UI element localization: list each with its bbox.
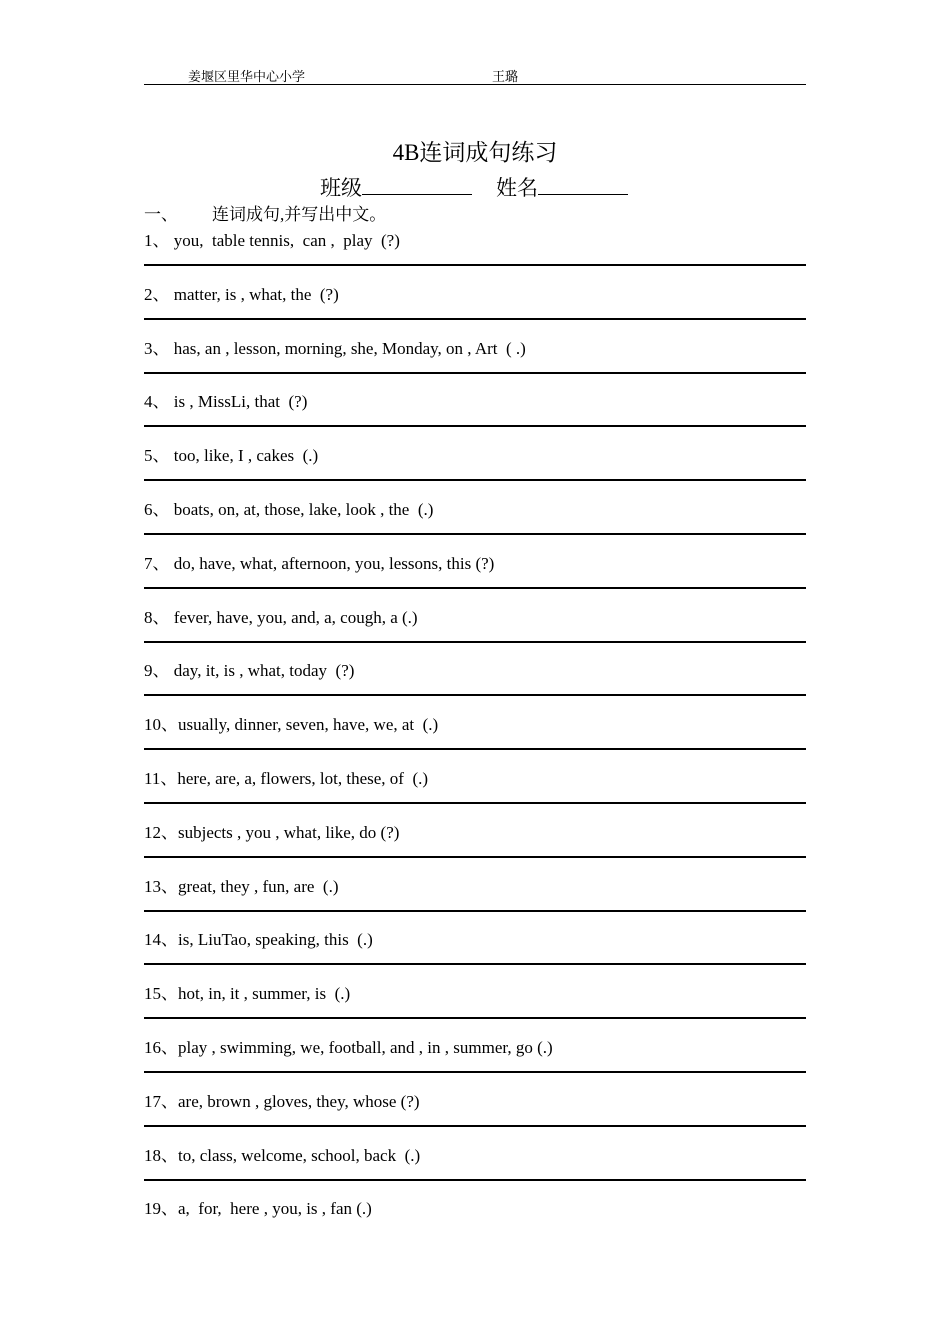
question-number: 9、 bbox=[144, 661, 170, 680]
question-text bbox=[144, 441, 318, 466]
question-words: is , MissLi, that (?) bbox=[169, 392, 308, 411]
question-item bbox=[144, 764, 806, 818]
question-text bbox=[144, 495, 433, 520]
question-words: subjects , you , what, like, do (?) bbox=[178, 823, 400, 842]
question-words: matter, is , what, the (?) bbox=[169, 285, 339, 304]
question-item bbox=[144, 387, 806, 441]
question-number: 16、 bbox=[144, 1038, 178, 1057]
question-number: 18、 bbox=[144, 1146, 178, 1165]
answer-line[interactable] bbox=[144, 694, 806, 696]
page-header bbox=[144, 64, 806, 85]
question-number: 1、 bbox=[144, 231, 170, 250]
question-item bbox=[144, 280, 806, 334]
answer-line[interactable] bbox=[144, 1017, 806, 1019]
question-text bbox=[144, 226, 400, 251]
question-words: play , swimming, we, football, and , in , summer, go (.) bbox=[178, 1038, 553, 1057]
question-item bbox=[144, 979, 806, 1033]
class-label: 班级 bbox=[320, 176, 362, 200]
question-words: here, are, a, flowers, lot, these, of (.) bbox=[177, 769, 429, 788]
question-number: 8、 bbox=[144, 608, 170, 627]
question-number: 19、 bbox=[144, 1199, 178, 1218]
section-instruction: 连词成句,并写出中文。 bbox=[212, 205, 387, 224]
question-item bbox=[144, 334, 806, 388]
answer-line[interactable] bbox=[144, 479, 806, 481]
question-number: 13、 bbox=[144, 877, 178, 896]
student-info-row bbox=[320, 172, 628, 202]
question-words: boats, on, at, those, lake, look , the (.) bbox=[169, 500, 434, 519]
question-words: to, class, welcome, school, back (.) bbox=[178, 1146, 421, 1165]
question-item bbox=[144, 1141, 806, 1195]
question-item bbox=[144, 226, 806, 280]
question-item bbox=[144, 495, 806, 549]
question-item bbox=[144, 1194, 806, 1248]
class-blank[interactable] bbox=[362, 172, 472, 195]
answer-line[interactable] bbox=[144, 1071, 806, 1073]
question-text bbox=[144, 925, 373, 950]
worksheet-title: 4B连词成句练习 bbox=[392, 140, 558, 165]
question-text bbox=[144, 1087, 420, 1112]
answer-line[interactable] bbox=[144, 1125, 806, 1127]
question-number: 17、 bbox=[144, 1092, 178, 1111]
answer-line[interactable] bbox=[144, 856, 806, 858]
question-text bbox=[144, 979, 350, 1004]
question-item bbox=[144, 925, 806, 979]
question-number: 5、 bbox=[144, 446, 170, 465]
answer-line[interactable] bbox=[144, 641, 806, 643]
question-text bbox=[144, 872, 338, 897]
question-number: 14、 bbox=[144, 930, 178, 949]
name-label: 姓名 bbox=[496, 176, 538, 200]
question-text bbox=[144, 710, 438, 735]
name-blank[interactable] bbox=[538, 172, 628, 195]
answer-line[interactable] bbox=[144, 372, 806, 374]
question-number: 12、 bbox=[144, 823, 178, 842]
question-text bbox=[144, 334, 526, 359]
header-author-name: 王璐 bbox=[492, 69, 519, 84]
question-item bbox=[144, 710, 806, 764]
question-item bbox=[144, 1033, 806, 1087]
question-text bbox=[144, 280, 339, 305]
question-item bbox=[144, 872, 806, 926]
question-text bbox=[144, 764, 428, 789]
question-words: is, LiuTao, speaking, this (.) bbox=[178, 930, 373, 949]
section-heading bbox=[144, 200, 386, 225]
question-words: a, for, here , you, is , fan (.) bbox=[178, 1199, 372, 1218]
question-number: 11、 bbox=[144, 769, 178, 788]
question-number: 6、 bbox=[144, 500, 170, 519]
question-number: 2、 bbox=[144, 285, 170, 304]
header-school-name: 姜堰区里华中心小学 bbox=[188, 69, 306, 84]
answer-line[interactable] bbox=[144, 264, 806, 266]
question-number: 15、 bbox=[144, 984, 178, 1003]
question-words: usually, dinner, seven, have, we, at (.) bbox=[178, 715, 439, 734]
question-words: great, they , fun, are (.) bbox=[178, 877, 339, 896]
question-words: you, table tennis, can , play (?) bbox=[169, 231, 400, 250]
question-words: has, an , lesson, morning, she, Monday, on , Art ( .) bbox=[169, 339, 526, 358]
question-text bbox=[144, 603, 418, 628]
answer-line[interactable] bbox=[144, 802, 806, 804]
answer-line[interactable] bbox=[144, 910, 806, 912]
question-words: too, like, I , cakes (.) bbox=[169, 446, 319, 465]
answer-line[interactable] bbox=[144, 587, 806, 589]
answer-line[interactable] bbox=[144, 533, 806, 535]
answer-line[interactable] bbox=[144, 318, 806, 320]
question-text bbox=[144, 1033, 553, 1058]
question-text bbox=[144, 1194, 372, 1219]
question-words: hot, in, it , summer, is (.) bbox=[178, 984, 351, 1003]
question-number: 7、 bbox=[144, 554, 170, 573]
question-words: day, it, is , what, today (?) bbox=[169, 661, 355, 680]
question-number: 10、 bbox=[144, 715, 178, 734]
question-item bbox=[144, 603, 806, 657]
question-number: 3、 bbox=[144, 339, 170, 358]
question-words: fever, have, you, and, a, cough, a (.) bbox=[169, 608, 418, 627]
question-item bbox=[144, 818, 806, 872]
question-text bbox=[144, 387, 307, 412]
question-item bbox=[144, 549, 806, 603]
question-text bbox=[144, 1141, 420, 1166]
question-number: 4、 bbox=[144, 392, 170, 411]
question-text bbox=[144, 818, 399, 843]
question-words: are, brown , gloves, they, whose (?) bbox=[178, 1092, 420, 1111]
question-item bbox=[144, 656, 806, 710]
answer-line[interactable] bbox=[144, 425, 806, 427]
question-item bbox=[144, 441, 806, 495]
question-words: do, have, what, afternoon, you, lessons, this (?) bbox=[169, 554, 495, 573]
answer-line[interactable] bbox=[144, 963, 806, 965]
question-item bbox=[144, 1087, 806, 1141]
section-number: 一、 bbox=[144, 205, 178, 224]
answer-line[interactable] bbox=[144, 1179, 806, 1181]
answer-line[interactable] bbox=[144, 748, 806, 750]
question-text bbox=[144, 549, 494, 574]
question-text bbox=[144, 656, 354, 681]
